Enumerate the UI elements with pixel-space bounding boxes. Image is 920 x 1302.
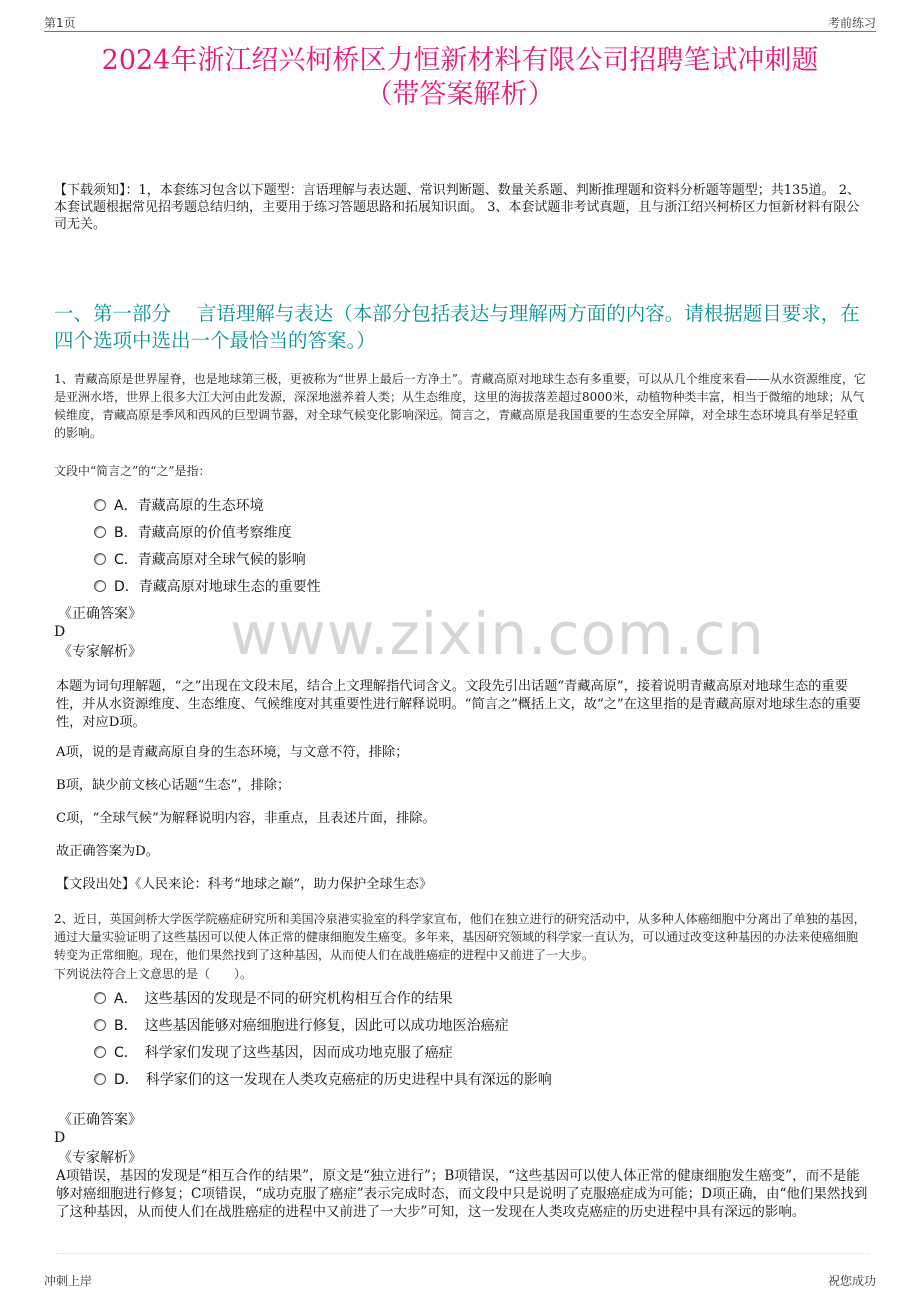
radio-icon[interactable]: [94, 1019, 106, 1031]
q1-option-b[interactable]: [94, 524, 292, 542]
divider: [56, 1253, 870, 1260]
option-label: D．青藏高原对地球生态的重要性: [114, 579, 321, 595]
q1-answer: D: [54, 624, 66, 640]
q1-passage: 1、青藏高原是世界屋脊，也是地球第三极，更被称为“世界上最后一方净土”。青藏高原对地球生态有多重要，可以从几个维度来看——从水资源维度，它是亚洲水塔，世界上很多大江大河由此发源，深深地滋养着人类；从生态维度，这里的海拔落差超过8000米，动植物种类丰富，相当于微缩的地球；从气候维度，青藏高原是季风和西风的巨型调节器，对全球气候变化影响深远。简言之，青藏高原是我国重要的生态安全屏障，对全球生态环境具有举足轻重的影响。: [54, 372, 866, 440]
q1-answer-label: 《正确答案》: [58, 606, 142, 622]
footer-right: 祝您成功: [827, 1274, 876, 1288]
q1-option-a[interactable]: [94, 497, 264, 515]
title-line-1: 2024年浙江绍兴柯桥区力恒新材料有限公司招聘笔试冲刺题: [101, 45, 819, 76]
q2-answer-label: 《正确答案》: [58, 1112, 142, 1128]
option-label: B． 这些基因能够对癌细胞进行修复，因此可以成功地医治癌症: [114, 1018, 509, 1034]
watermark: www.zixin.com.cn: [230, 600, 765, 668]
q1-conclusion: 故正确答案为D。: [56, 844, 159, 859]
section-title: 一、第一部分 言语理解与表达（本部分包括表达与理解两方面的内容。请根据题目要求，在四个选项中选出一个最恰当的答案。）: [54, 302, 860, 352]
q1-source: 【文段出处】《人民来论：科考“地球之巅”，助力保护全球生态》: [56, 877, 433, 892]
footer-left: 冲刺上岸: [44, 1274, 93, 1288]
q2-analysis-label: 《专家解析》: [58, 1150, 142, 1166]
radio-icon[interactable]: [94, 992, 106, 1004]
radio-icon[interactable]: [94, 526, 106, 538]
q1-analysis: 本题为词句理解题，“之”出现在文段末尾，结合上文理解指代词含义。文段先引出话题“青藏高原”，接着说明青藏高原对地球生态的重要性，并从水资源维度、生态维度、气候维度对其重要性进行解释说明。“简言之”概括上文，故“之”在这里指的是青藏高原对地球生态的重要性，对应D项。: [56, 679, 862, 730]
download-notice: 【下载须知】：1，本套练习包含以下题型：言语理解与表达题、常识判断题、数量关系题、判断推理题和资料分析题等题型；共135道。 2、本套试题根据常见招考题总结归纳，主要用于练习答题思路和拓展知识面。 3、本套试题非考试真题，且与浙江绍兴柯桥区力恒新材料有限公司无关。: [54, 183, 860, 232]
q2-option-b[interactable]: [94, 1017, 509, 1035]
option-label: C． 科学家们发现了这些基因，因而成功地克服了癌症: [114, 1045, 453, 1061]
page-number: 第1页: [44, 16, 76, 30]
option-label: A． 这些基因的发现是不同的研究机构相互合作的结果: [114, 991, 453, 1007]
option-label: C．青藏高原对全球气候的影响: [114, 552, 306, 568]
option-label: A．青藏高原的生态环境: [114, 498, 264, 514]
q2-option-c[interactable]: [94, 1044, 453, 1062]
q1-option-d[interactable]: [94, 578, 321, 596]
document-title: [40, 44, 880, 112]
q1-question: 文段中“简言之”的“之”是指：: [54, 464, 211, 478]
q2-option-d[interactable]: [94, 1071, 552, 1089]
q2-analysis: A项错误，基因的发现是“相互合作的结果”，原文是“独立进行”；B项错误，“这些基因可以使人体正常的健康细胞发生癌变”，而不是能够对癌细胞进行修复；C项错误，“成功克服了癌症”表示完成时态，而文段中只是说明了克服癌症成为可能；D项正确，由“他们果然找到了这种基因，从而使人们在战胜癌症的进程中又前进了一大步”可知，这一发现在人类攻克癌症的历史进程中具有深远的影响。: [56, 1168, 868, 1220]
q2-passage: 2、近日，英国剑桥大学医学院癌症研究所和美国冷泉港实验室的科学家宣布，他们在独立进行的研究活动中，从多种人体癌细胞中分离出了单独的基因，通过大量实验证明了这些基因可以使人体正常的健康细胞发生癌变。多年来，基因研究领域的科学家一直认为，可以通过改变这种基因的办法来使癌细胞转变为正常细胞。现在，他们果然找到了这种基因，从而使人们在战胜癌症的进程中又前进了一大步。: [54, 912, 866, 962]
radio-icon[interactable]: [94, 499, 106, 511]
page-header: [44, 14, 876, 32]
option-label: B．青藏高原的价值考察维度: [114, 525, 292, 541]
q2-answer: D: [54, 1130, 66, 1146]
radio-icon[interactable]: [94, 1046, 106, 1058]
title-line-2: （带答案解析）: [365, 79, 555, 110]
q1-option-a-note: A项，说的是青藏高原自身的生态环境，与文意不符，排除；: [56, 745, 409, 760]
header-label: 考前练习: [827, 16, 876, 30]
page-footer: [44, 1272, 876, 1286]
q1-analysis-label: 《专家解析》: [58, 644, 142, 660]
option-label: D． 科学家们的这一发现在人类攻克癌症的历史进程中具有深远的影响: [114, 1072, 552, 1088]
q1-option-c[interactable]: [94, 551, 306, 569]
radio-icon[interactable]: [94, 553, 106, 565]
q2-question: 下列说法符合上文意思的是（ ）。: [54, 967, 253, 981]
q1-option-c-note: C项，“全球气候”为解释说明内容，非重点，且表述片面，排除。: [56, 811, 436, 826]
q2-option-a[interactable]: [94, 990, 453, 1008]
q1-option-b-note: B项，缺少前文核心话题“生态”，排除；: [56, 778, 291, 793]
radio-icon[interactable]: [94, 580, 106, 592]
radio-icon[interactable]: [94, 1073, 106, 1085]
